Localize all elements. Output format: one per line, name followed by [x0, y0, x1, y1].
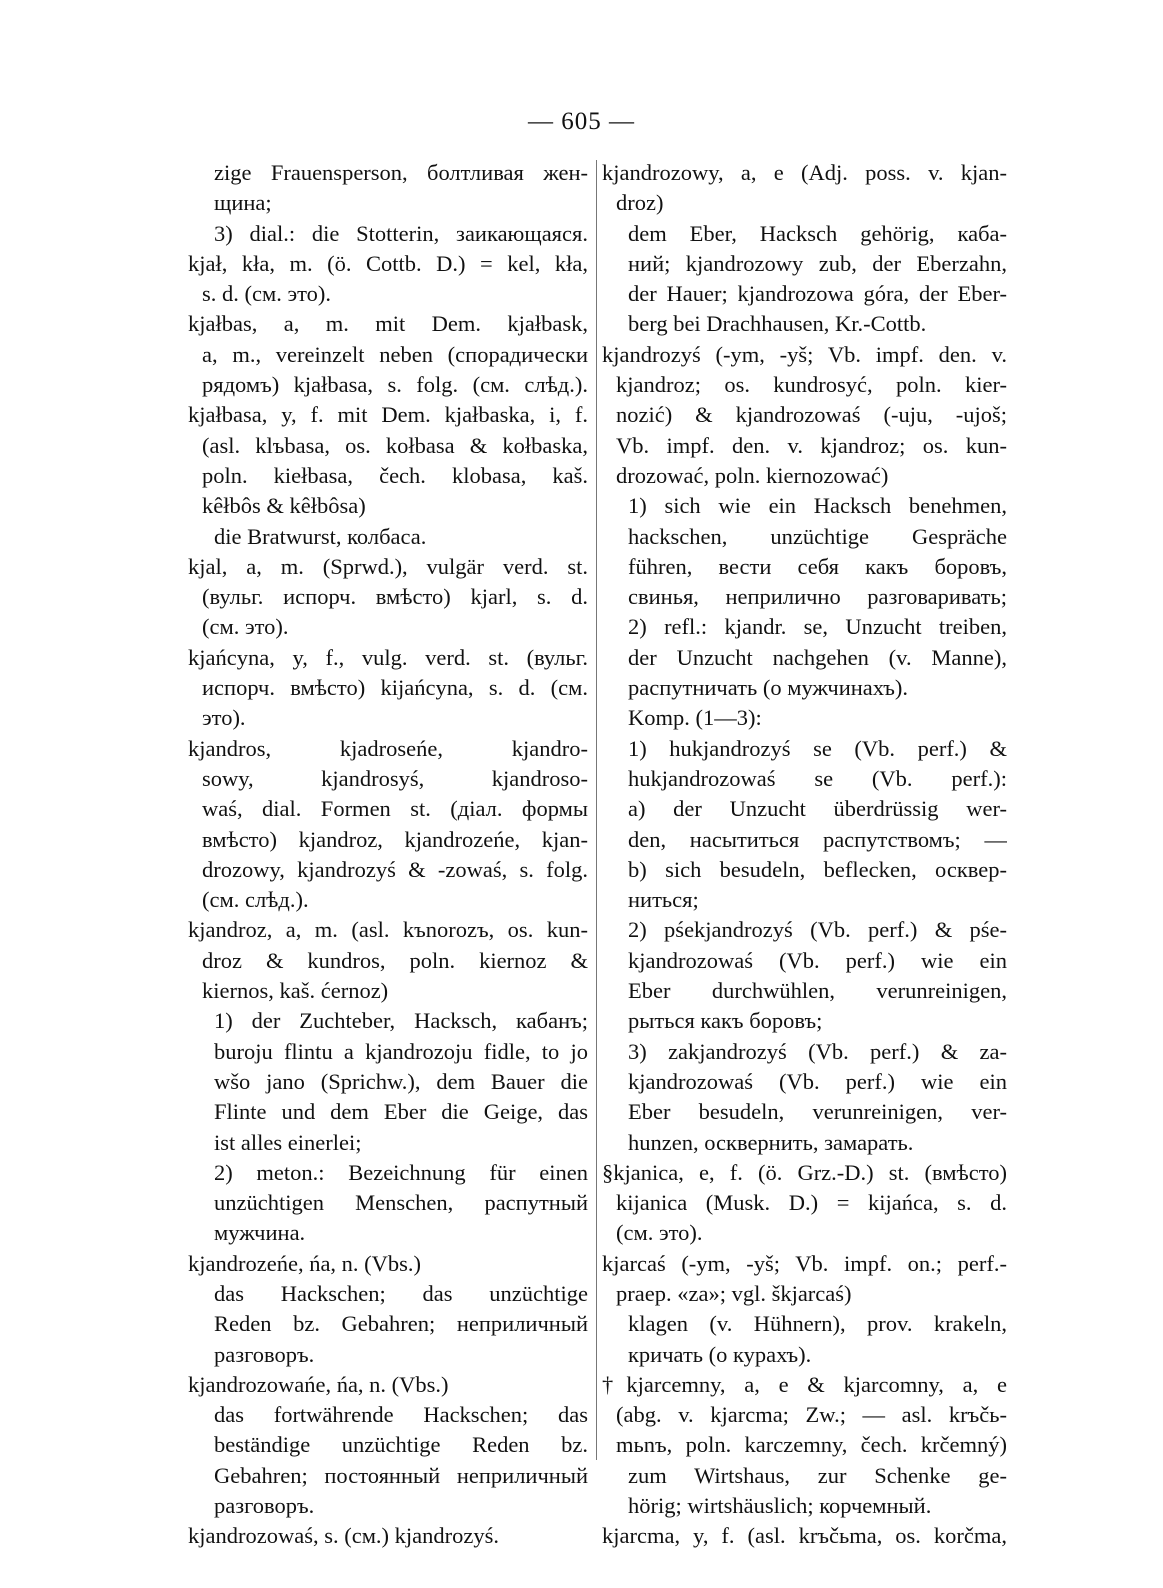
right-column-line: †kjarcemny, a, e & kjarcomny, a, e: [602, 1371, 1007, 1397]
right-column-line: a) der Unzucht überdrüssig wer-: [628, 796, 1007, 822]
left-column-line: (см. это).: [202, 614, 289, 640]
right-column-line: mьnъ, poln. karczemny, čech. krčemný): [616, 1432, 1007, 1458]
right-column-line: Eber besudeln, verunreinigen, ver-: [628, 1099, 1007, 1125]
left-column-line: kjałbas, a, m. mit Dem. kjałbask,: [188, 311, 588, 337]
right-column-line: kjandrozowaś (Vb. perf.) wie ein: [628, 947, 1007, 973]
left-column-line: das fortwährende Hackschen; das: [214, 1402, 588, 1428]
left-column-line: drozowy, kjandrozyś & -zowaś, s. folg.: [202, 856, 588, 882]
left-column-line: Gebahren; постоянный неприличный: [214, 1462, 588, 1488]
left-column-line: мужчина.: [214, 1220, 306, 1246]
right-column-line: hörig; wirtshäuslich; корчемный.: [628, 1493, 932, 1519]
right-column-line: droz): [616, 190, 664, 216]
right-column-line: Komp. (1—3):: [628, 705, 762, 731]
column-divider: [596, 160, 597, 1460]
left-column-line: a, m., vereinzelt neben (спорадически: [202, 341, 588, 367]
left-column-line: kjandros, kjadroseńe, kjandro-: [188, 735, 588, 761]
right-column-line: ниться;: [628, 887, 699, 913]
right-column-line: zum Wirtshaus, zur Schenke ge-: [628, 1462, 1007, 1488]
left-column-line: Flinte und dem Eber die Geige, das: [214, 1099, 588, 1125]
left-column-line: kjandrozeńe, ńa, n. (Vbs.): [188, 1250, 422, 1276]
left-column-line: (вульг. испорч. вмѣсто) kjarl, s. d.: [202, 584, 588, 610]
right-column-line: kijanica (Musk. D.) = kijańca, s. d.: [616, 1190, 1007, 1216]
right-column-line: klagen (v. Hühnern), prov. krakeln,: [628, 1311, 1007, 1337]
right-column-line: praep. «za»; vgl. škjarcaś): [616, 1280, 852, 1306]
right-column-line: ний; kjandrozowy zub, der Eberzahn,: [628, 250, 1007, 276]
right-column-line: nozić) & kjandrozowaś (-uju, -ujoš;: [616, 402, 1007, 428]
right-column-line: hunzen, осквернить, замарать.: [628, 1129, 914, 1155]
right-column-line: kjandroz; os. kundrosyć, poln. kier-: [616, 372, 1007, 398]
left-column: [188, 158, 588, 1552]
left-column-line: испорч. вмѣсто) kijańcyna, s. d. (см.: [202, 675, 588, 701]
right-column-line: hackschen, unzüchtige Gespräche: [628, 523, 1007, 549]
right-column-line: der Hauer; kjandrozowa góra, der Eber-: [628, 281, 1007, 307]
left-column-line: Reden bz. Gebahren; неприличный: [214, 1311, 588, 1337]
left-column-line: ist alles einerlei;: [214, 1129, 362, 1155]
right-column-line: кричать (о курахъ).: [628, 1341, 812, 1367]
left-column-line: разговоръ.: [214, 1493, 315, 1519]
left-column-line: (asl. klъbasa, os. kołbasa & kołbaska,: [202, 432, 588, 458]
right-column-line: führen, вести себя какъ боровъ,: [628, 553, 1007, 579]
right-column-line: dem Eber, Hacksch gehörig, каба-: [628, 220, 1007, 246]
left-column-line: unzüchtigen Menschen, распутный: [214, 1190, 588, 1216]
right-column-line: §kjanica, e, f. (ö. Grz.-D.) st. (вмѣсто): [602, 1159, 1007, 1185]
right-column-line: kjandrozowy, a, e (Adj. poss. v. kjan-: [602, 160, 1007, 185]
left-column-line: kjandrozowaś, s. (см.) kjandrozyś.: [188, 1523, 500, 1549]
left-column-line: poln. kiełbasa, čech. klobasa, kaš.: [202, 462, 588, 488]
right-column-line: drozować, poln. kiernozować): [616, 462, 889, 488]
left-column-line: wšo jano (Sprichw.), dem Bauer die: [214, 1068, 588, 1094]
right-column-line: 2) refl.: kjandr. se, Unzucht treiben,: [628, 614, 1007, 640]
left-column-line: kjałbasa, y, f. mit Dem. kjałbaska, i, f.: [188, 402, 588, 428]
left-column-line: рядомъ) kjałbasa, s. folg. (см. слѣд.).: [202, 372, 588, 398]
right-column-line: 1) sich wie ein Hacksch benehmen,: [628, 493, 1007, 519]
left-column-line: waś, dial. Formen st. (діал. формы: [202, 796, 588, 822]
left-column-line: kjandrozowańe, ńa, n. (Vbs.): [188, 1371, 449, 1397]
left-column-line: das Hackschen; das unzüchtige: [214, 1280, 588, 1306]
right-column-line: (см. это).: [616, 1220, 703, 1246]
right-column-line: распутничать (о мужчинахъ).: [628, 675, 908, 701]
right-column-line: рыться какъ боровъ;: [628, 1008, 823, 1034]
right-column-line: hukjandrozowaś se (Vb. perf.):: [628, 765, 1007, 791]
right-column-line: den, насытиться распутствомъ; —: [628, 826, 1007, 852]
left-column-line: разговоръ.: [214, 1341, 315, 1367]
left-column-line: 1) der Zuchteber, Hacksch, кабанъ;: [214, 1008, 588, 1034]
left-column-line: kjal, a, m. (Sprwd.), vulgär verd. st.: [188, 553, 588, 579]
left-column-line: kjańcyna, y, f., vulg. verd. st. (вульг.: [188, 644, 588, 670]
right-column-line: b) sich besudeln, beflecken, осквер-: [628, 856, 1007, 882]
right-column-line: 3) zakjandrozyś (Vb. perf.) & za-: [628, 1038, 1007, 1064]
right-column-line: (abg. v. kjarcma; Zw.; — asl. krъčь-: [616, 1402, 1007, 1428]
left-column-line: 2) meton.: Bezeichnung für einen: [214, 1159, 588, 1185]
right-column-line: Vb. impf. den. v. kjandroz; os. kun-: [616, 432, 1007, 458]
right-column-line: kjarcaś (-ym, -yš; Vb. impf. on.; perf.-: [602, 1250, 1007, 1276]
right-column-line: berg bei Drachhausen, Kr.-Cottb.: [628, 311, 927, 337]
left-column-line: kêłbôs & kêłbôsa): [202, 493, 366, 519]
right-column-line: 2) pśekjandrozyś (Vb. perf.) & pśe-: [628, 917, 1007, 943]
left-column-line: die Bratwurst, колбаса.: [214, 523, 427, 549]
right-column: [602, 158, 1007, 1552]
left-column-line: buroju flintu a kjandrozoju fidle, to jo: [214, 1038, 588, 1064]
left-column-line: sowy, kjandrosyś, kjandroso-: [202, 765, 588, 791]
left-column-line: droz & kundros, poln. kiernoz &: [202, 947, 588, 973]
left-column-line: (см. слѣд.).: [202, 887, 309, 913]
left-column-line: s. d. (см. это).: [202, 281, 332, 307]
right-column-line: kjarcma, y, f. (asl. krъčьma, os. korčma,: [602, 1523, 1007, 1549]
left-column-line: вмѣсто) kjandroz, kjandrozeńe, kjan-: [202, 826, 588, 852]
right-column-line: der Unzucht nachgehen (v. Manne),: [628, 644, 1007, 670]
left-column-line: 3) dial.: die Stotterin, заикающаяся.: [214, 220, 588, 246]
left-column-line: kjał, kła, m. (ö. Cottb. D.) = kel, kła,: [188, 250, 588, 276]
left-column-line: beständige unzüchtige Reden bz.: [214, 1432, 588, 1458]
left-column-line: kiernos, kaš. ćernoz): [202, 978, 389, 1004]
left-column-line: это).: [202, 705, 246, 731]
right-column-line: kjandrozyś (-ym, -yš; Vb. impf. den. v.: [602, 341, 1007, 367]
right-column-line: 1) hukjandrozyś se (Vb. perf.) &: [628, 735, 1007, 761]
right-column-line: свинья, неприлично разговаривать;: [628, 584, 1007, 610]
left-column-line: zige Frauensperson, болтливая жен-: [214, 160, 588, 185]
right-column-line: Eber durchwühlen, verunreinigen,: [628, 978, 1007, 1004]
right-column-line: kjandrozowaś (Vb. perf.) wie ein: [628, 1068, 1007, 1094]
left-column-line: kjandroz, a, m. (asl. kъnorozъ, os. kun-: [188, 917, 588, 943]
page-number: — 605 —: [528, 108, 635, 135]
left-column-line: щина;: [214, 190, 272, 216]
